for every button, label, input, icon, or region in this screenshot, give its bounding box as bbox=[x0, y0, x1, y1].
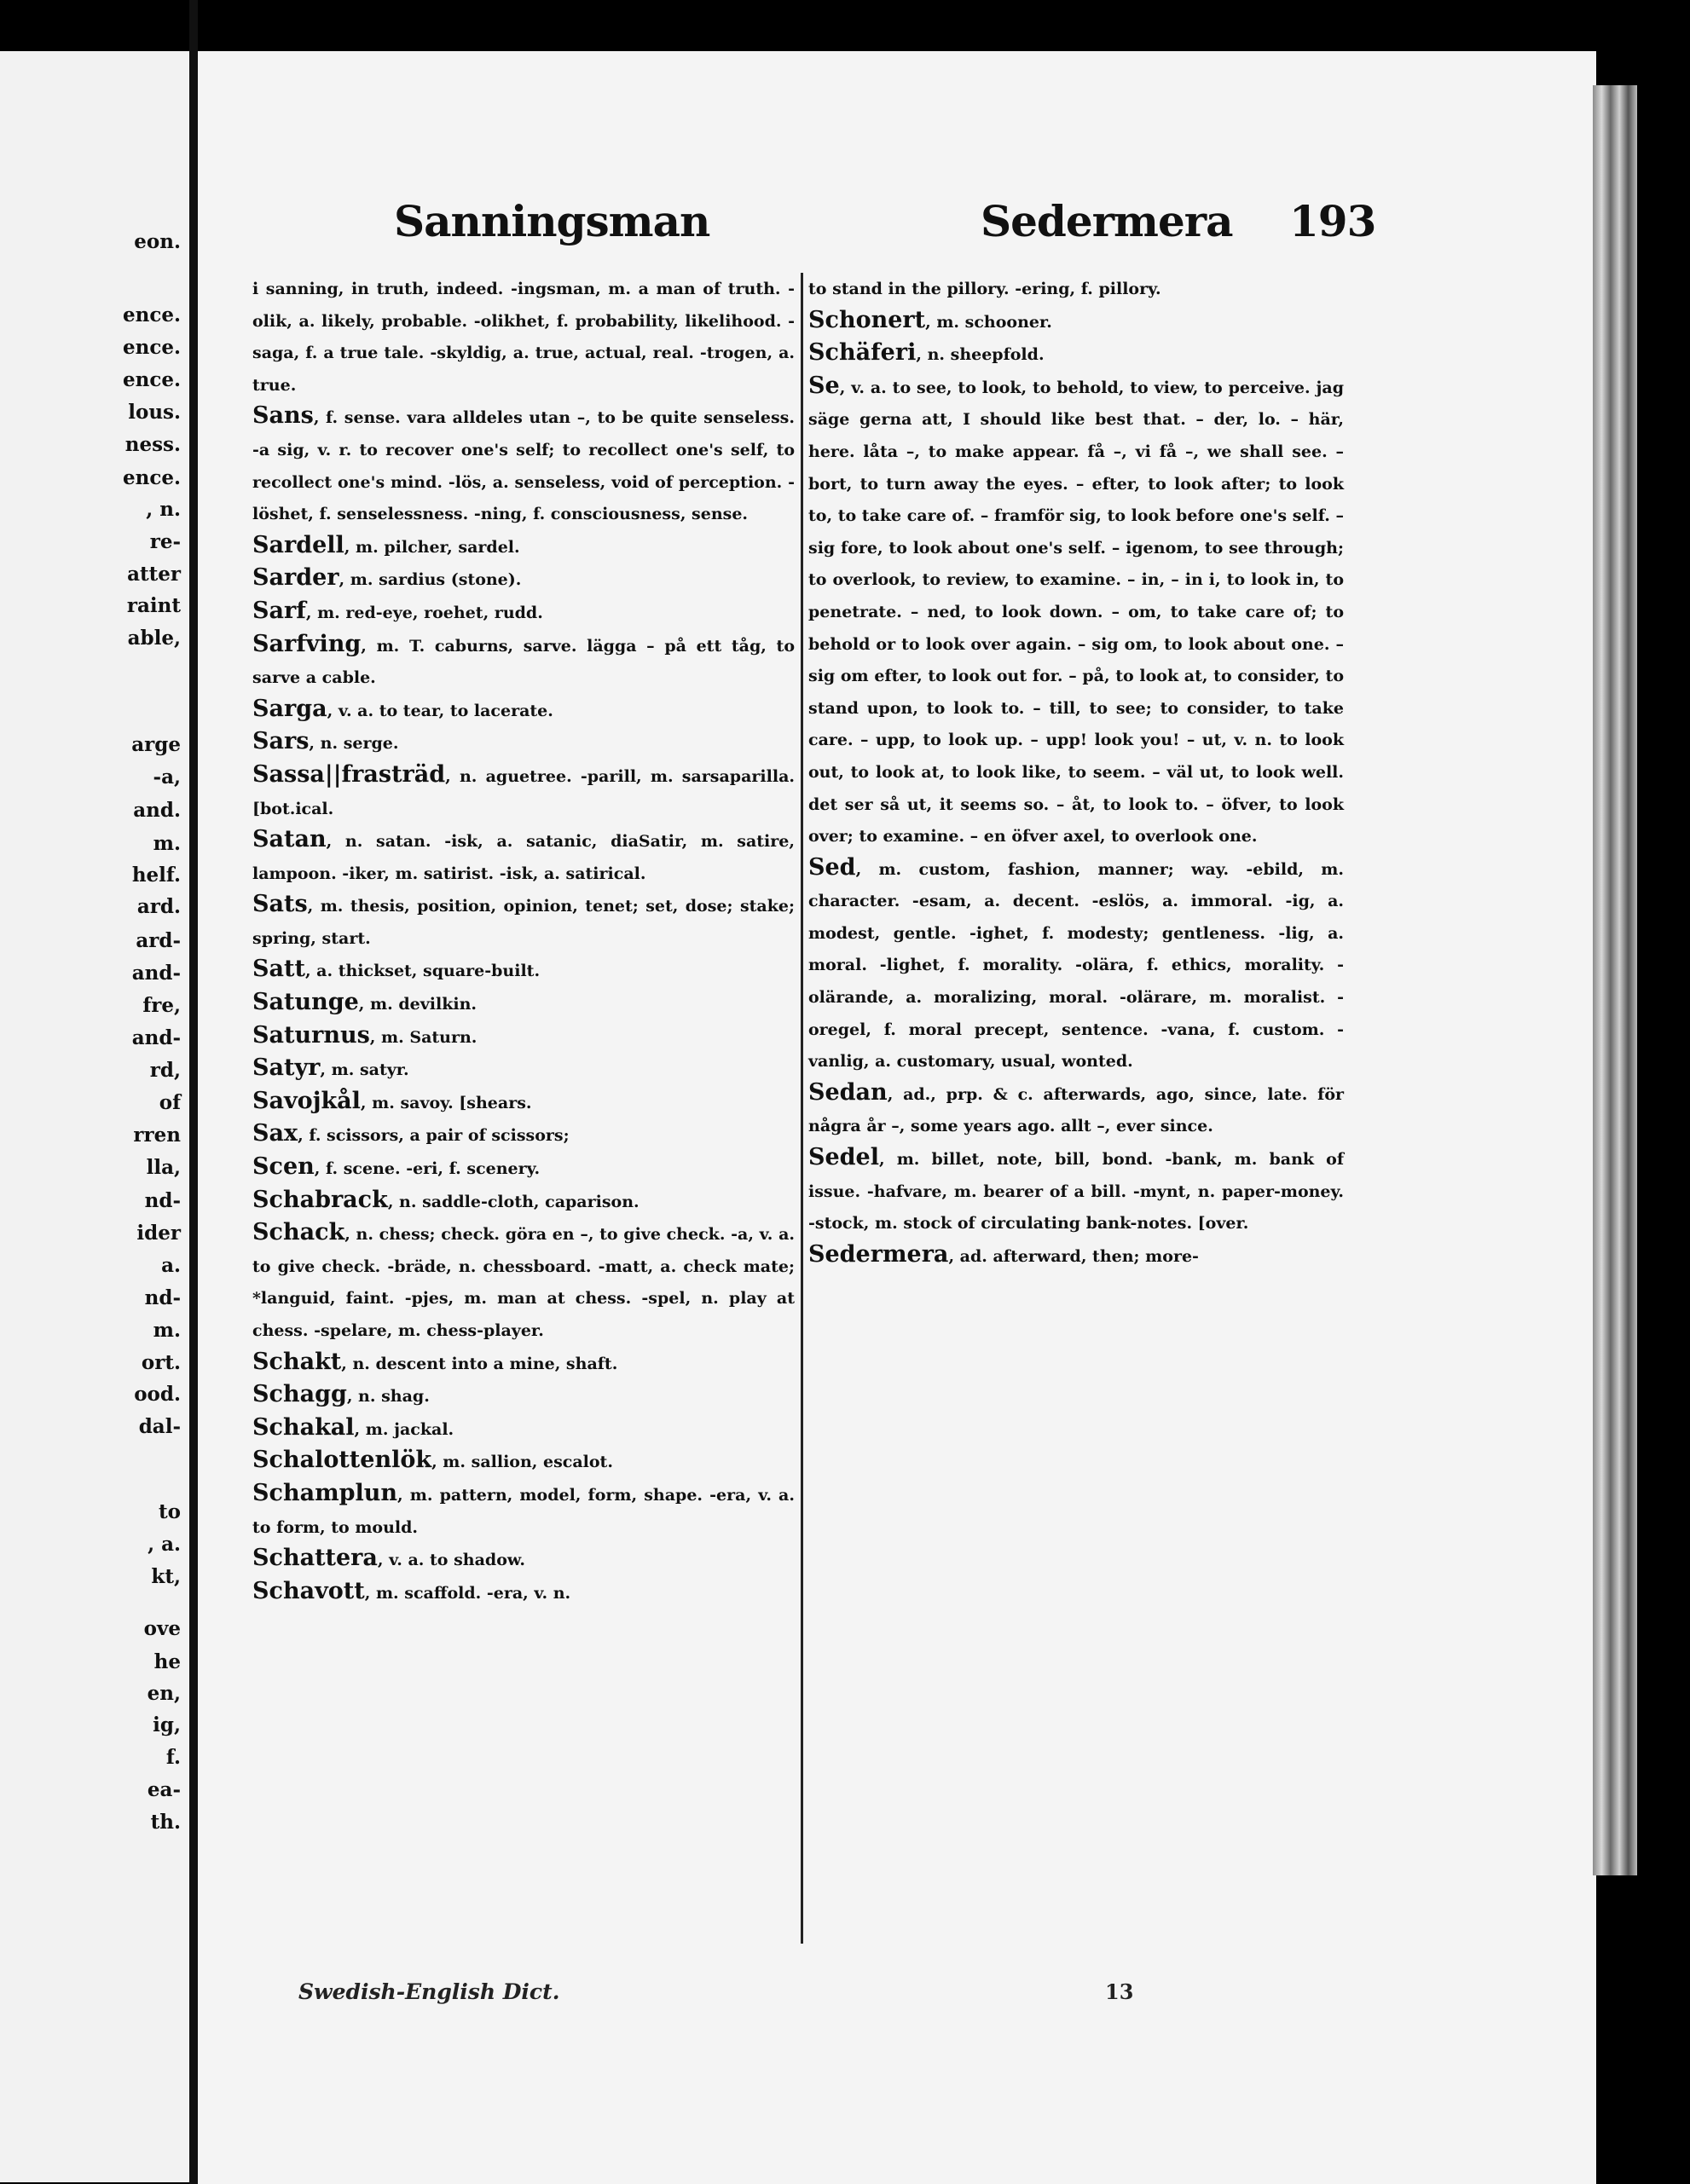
adjacent-page-text-fragment: ove bbox=[143, 1617, 181, 1640]
entry-headword: Sed bbox=[808, 853, 856, 881]
dictionary-entry bbox=[252, 726, 795, 760]
adjacent-page-text-fragment: f. bbox=[165, 1746, 181, 1769]
entry-headword: Sarga bbox=[252, 695, 327, 722]
entry-definition: , n. shag. bbox=[346, 1387, 430, 1407]
adjacent-page-text-fragment: atter bbox=[127, 563, 181, 586]
entry-headword: Schamplun bbox=[252, 1479, 398, 1506]
adjacent-page-text-fragment: rren bbox=[133, 1124, 181, 1147]
adjacent-page-text-fragment: fre, bbox=[142, 994, 181, 1017]
adjacent-page-text-fragment: ness. bbox=[124, 433, 181, 456]
adjacent-page-text-fragment: ard. bbox=[136, 895, 181, 918]
entry-headword: Scen bbox=[252, 1153, 315, 1181]
footer-title: Swedish-English Dict. bbox=[298, 1979, 560, 2004]
page-edge-stack bbox=[1593, 85, 1637, 1875]
dictionary-entry bbox=[252, 273, 795, 401]
entry-headword: Schakt bbox=[252, 1348, 342, 1375]
entry-headword: Schack bbox=[252, 1219, 345, 1246]
entry-definition: , v. a. to shadow. bbox=[377, 1551, 525, 1570]
entry-definition: , m. Saturn. bbox=[369, 1027, 477, 1047]
entry-definition: , m. billet, note, bill, bond. -bank, m. bank of issue. -hafvare, m. bearer of a bill. -mynt, n. paper-money. -stock, m. stock of circulating bank-notes. [over. bbox=[808, 1150, 1344, 1234]
entry-definition: , m. sardius (stone). bbox=[339, 570, 522, 590]
adjacent-page-text-fragment: ood. bbox=[134, 1383, 181, 1406]
dictionary-entry bbox=[252, 1053, 795, 1086]
entry-definition: , m. T. caburns, sarve. lägga – på ett tåg, to sarve a cable. bbox=[252, 636, 795, 688]
adjacent-page-text-fragment: ence. bbox=[122, 466, 181, 489]
entry-definition: , m. red-eye, roehet, rudd. bbox=[305, 603, 543, 622]
dictionary-entry bbox=[252, 401, 795, 529]
dictionary-entry bbox=[252, 824, 795, 889]
entry-headword: Schakal bbox=[252, 1413, 355, 1441]
entry-headword: Sarder bbox=[252, 564, 339, 592]
entry-headword: Satunge bbox=[252, 989, 359, 1016]
adjacent-page-text-fragment: to bbox=[159, 1500, 181, 1523]
adjacent-page-text-fragment: ea- bbox=[147, 1778, 181, 1801]
adjacent-page-fragment bbox=[0, 51, 189, 2182]
right-column bbox=[808, 273, 1344, 1272]
adjacent-page-text-fragment: and. bbox=[133, 799, 181, 822]
entry-definition: , a. thickset, square-built. bbox=[304, 962, 541, 981]
dictionary-entry bbox=[252, 1576, 795, 1609]
entry-headword: Satt bbox=[252, 956, 305, 983]
entry-headword: Sedan bbox=[808, 1078, 888, 1106]
entry-headword: Schonert bbox=[808, 306, 926, 333]
adjacent-page-text-fragment: ence. bbox=[122, 336, 181, 359]
entry-headword: Satan bbox=[252, 826, 327, 853]
dictionary-entry bbox=[808, 1078, 1344, 1142]
adjacent-page-text-fragment: rd, bbox=[149, 1059, 181, 1082]
entry-definition: , m. savoy. [shears. bbox=[360, 1093, 532, 1112]
entry-definition: , v. a. to tear, to lacerate. bbox=[327, 701, 553, 720]
entry-definition: , m. pattern, model, form, shape. -era, v. a. to form, to mould. bbox=[252, 1485, 795, 1537]
dictionary-entry bbox=[808, 1239, 1344, 1273]
dictionary-entry bbox=[252, 1185, 795, 1218]
entry-headword: Sats bbox=[252, 891, 308, 918]
signature-mark: 13 bbox=[1105, 1979, 1134, 2004]
entry-definition: , m. scaffold. -era, v. n. bbox=[364, 1583, 571, 1603]
running-head-left: Sanningsman bbox=[394, 196, 710, 246]
adjacent-page-text-fragment: , a. bbox=[148, 1533, 181, 1556]
entry-definition: , m. devilkin. bbox=[358, 995, 477, 1014]
dictionary-entry bbox=[252, 1020, 795, 1054]
dictionary-entry bbox=[252, 1379, 795, 1413]
adjacent-page-text-fragment: -a, bbox=[153, 766, 181, 789]
adjacent-page-text-fragment: nd- bbox=[144, 1286, 181, 1309]
entry-headword: Savojkål bbox=[252, 1087, 361, 1114]
dictionary-entry bbox=[252, 1543, 795, 1576]
entry-definition: , f. scene. -eri, f. scenery. bbox=[314, 1159, 541, 1179]
adjacent-page-text-fragment: and- bbox=[131, 1026, 181, 1049]
dictionary-entry bbox=[808, 1142, 1344, 1239]
adjacent-page-text-fragment: ence. bbox=[122, 368, 181, 391]
adjacent-page-text-fragment: ard- bbox=[136, 929, 181, 952]
adjacent-page-text-fragment: eon. bbox=[134, 230, 181, 253]
entry-definition: , m. satyr. bbox=[320, 1060, 409, 1080]
dictionary-entry bbox=[252, 694, 795, 727]
column-divider bbox=[801, 273, 803, 1944]
adjacent-page-text-fragment: m. bbox=[153, 832, 181, 855]
entry-headword: Sedermera bbox=[808, 1240, 949, 1268]
entry-headword: Sardell bbox=[252, 531, 344, 558]
adjacent-page-text-fragment: ider bbox=[136, 1222, 181, 1245]
adjacent-page-text-fragment: ort. bbox=[141, 1351, 181, 1374]
adjacent-page-text-fragment: dal- bbox=[138, 1415, 181, 1438]
entry-definition: i sanning, in truth, indeed. -ingsman, m. a man of truth. -olik, a. likely, probable. -olikhet, f. probability, likelihood. -saga, f. a true tale. -skyldig, a. true, actual, real. -trogen, a. true. bbox=[252, 280, 795, 395]
book-gutter bbox=[189, 0, 198, 2184]
entry-definition: , n. serge. bbox=[309, 734, 399, 754]
dictionary-entry bbox=[808, 273, 1344, 305]
entry-definition: , ad. afterward, then; more- bbox=[948, 1246, 1199, 1266]
entry-headword: Schabrack bbox=[252, 1186, 388, 1213]
entry-definition: , n. satan. -isk, a. satanic, diaSatir, m. satire, lampoon. -iker, m. satirist. -isk, a. satirical. bbox=[252, 832, 795, 883]
dictionary-entry bbox=[252, 563, 795, 596]
adjacent-page-text-fragment: re- bbox=[149, 530, 181, 553]
entry-definition: , m. thesis, position, opinion, tenet; set, dose; stake; spring, start. bbox=[252, 897, 795, 948]
entry-headword: Schagg bbox=[252, 1381, 347, 1408]
entry-definition: , n. chess; check. göra en –, to give check. -a, v. a. to give check. -bräde, n. chessboard. -matt, a. check mate; *languid, faint. -pjes, m. man at chess. -spel, n. play at chess. -spelare, m. chess-player. bbox=[252, 1225, 795, 1340]
entry-headword: Se bbox=[808, 372, 840, 399]
entry-headword: Schavott bbox=[252, 1577, 365, 1604]
entry-definition: , n. aguetree. -parill, m. sarsaparilla. [bot.ical. bbox=[252, 766, 795, 818]
adjacent-page-text-fragment: helf. bbox=[131, 864, 181, 887]
dictionary-entry bbox=[808, 371, 1344, 852]
entry-headword: Saturnus bbox=[252, 1021, 370, 1049]
adjacent-page-text-fragment: of bbox=[159, 1091, 181, 1114]
entry-headword: Schattera bbox=[252, 1545, 378, 1572]
entry-definition: , ad., prp. & c. afterwards, ago, since, late. för några år –, some years ago. allt –, ever since. bbox=[808, 1084, 1344, 1136]
page-number: 193 bbox=[1289, 196, 1376, 246]
dictionary-entry bbox=[252, 760, 795, 824]
dictionary-entry bbox=[808, 852, 1344, 1078]
entry-definition: , f. scissors, a pair of scissors; bbox=[298, 1126, 570, 1146]
entry-headword: Sans bbox=[252, 402, 314, 430]
dictionary-entry bbox=[252, 596, 795, 629]
adjacent-page-text-fragment: and- bbox=[131, 962, 181, 985]
entry-definition: , m. schooner. bbox=[925, 312, 1052, 332]
dictionary-entry bbox=[252, 1118, 795, 1152]
entry-headword: Sarfving bbox=[252, 630, 362, 657]
adjacent-page-text-fragment: m. bbox=[153, 1319, 181, 1342]
dictionary-entry bbox=[808, 338, 1344, 371]
adjacent-page-text-fragment: , n. bbox=[146, 498, 181, 521]
adjacent-page-text-fragment: he bbox=[153, 1650, 181, 1673]
entry-definition: , n. saddle-cloth, caparison. bbox=[387, 1192, 640, 1211]
entry-headword: Sars bbox=[252, 728, 310, 755]
dictionary-entry bbox=[252, 889, 795, 954]
adjacent-page-text-fragment: raint bbox=[126, 594, 181, 617]
dictionary-entry bbox=[252, 954, 795, 987]
entry-headword: Sax bbox=[252, 1120, 298, 1147]
dictionary-entry bbox=[252, 1086, 795, 1119]
entry-headword: Satyr bbox=[252, 1054, 321, 1082]
entry-headword: Sedel bbox=[808, 1144, 879, 1171]
entry-headword: Schalottenlök bbox=[252, 1447, 432, 1474]
entry-headword: Sassa||frasträd bbox=[252, 760, 446, 788]
entry-definition: , n. descent into a mine, shaft. bbox=[341, 1354, 618, 1373]
dictionary-entry bbox=[808, 305, 1344, 338]
entry-definition: , m. sallion, escalot. bbox=[431, 1453, 613, 1472]
entry-definition: , n. sheepfold. bbox=[916, 345, 1045, 365]
entry-definition: to stand in the pillory. -ering, f. pillory. bbox=[808, 280, 1161, 298]
dictionary-entry bbox=[252, 1478, 795, 1543]
adjacent-page-text-fragment: kt, bbox=[151, 1565, 181, 1588]
running-head-right: Sedermera bbox=[981, 196, 1233, 246]
adjacent-page-text-fragment: lla, bbox=[146, 1156, 181, 1179]
adjacent-page-text-fragment: able, bbox=[127, 627, 181, 650]
adjacent-page-text-fragment: en, bbox=[147, 1682, 181, 1705]
dictionary-entry bbox=[252, 1413, 795, 1446]
adjacent-page-text-fragment: a. bbox=[161, 1254, 181, 1277]
entry-definition: , m. custom, fashion, manner; way. -ebild, m. character. -esam, a. decent. -eslös, a. immoral. -ig, a. modest, gentle. -ighet, f. modesty; gentleness. -lig, a. moral. -lighet, f. morality. -olära, f. ethics, morality. -olärande, a. moralizing, moral. -olärare, m. moralist. -oregel, f. moral precept, sentence. -vana, f. custom. -vanlig, a. customary, usual, wonted. bbox=[808, 859, 1344, 1072]
dictionary-entry bbox=[252, 1445, 795, 1478]
adjacent-page-text-fragment: arge bbox=[131, 733, 181, 756]
dictionary-entry bbox=[252, 1152, 795, 1185]
entry-headword: Schäferi bbox=[808, 339, 917, 367]
entry-definition: , m. jackal. bbox=[354, 1419, 454, 1439]
adjacent-page-text-fragment: lous. bbox=[128, 401, 181, 424]
dictionary-entry bbox=[252, 1347, 795, 1380]
left-column bbox=[252, 273, 795, 1609]
entry-definition: , f. sense. vara alldeles utan –, to be quite senseless. -a sig, v. r. to recover one's self; to recollect one's self, to recollect one's mind. -lös, a. senseless, void of perception. -löshet, f. senselessness. -ning, f. consciousness, sense. bbox=[252, 408, 795, 524]
dictionary-entry bbox=[252, 530, 795, 563]
adjacent-page-text-fragment: ig, bbox=[153, 1713, 181, 1736]
entry-definition: , m. pilcher, sardel. bbox=[344, 537, 520, 557]
dictionary-entry bbox=[252, 1217, 795, 1346]
adjacent-page-text-fragment: th. bbox=[150, 1811, 181, 1834]
dictionary-entry bbox=[252, 629, 795, 694]
adjacent-page-text-fragment: nd- bbox=[144, 1189, 181, 1212]
entry-definition: , v. a. to see, to look, to behold, to view, to perceive. jag säge gerna att, I should like best that. – der, lo. – här, here. låta –, to make appear. få –, vi få –, we shall see. – bort, to turn away the eyes. – efter, to look after; to look to, to take care of. – framför sig, to look before one's self. – sig fore, to look about one's self. – igenom, to see through; to overlook, to review, to examine. – in, – in i, to look in, to penetrate. – ned, to look down. – om, to take care of; to behold or to look over again. – sig om, to look about one. – sig om efter, to look out for. – på, to look at, to consider, to stand upon, to look to. – till, to see; to consider, to take care. – upp, to look up. – upp! look you! – ut, v. n. to look out, to look at, to look like, to seem. – väl ut, to look well. det ser så ut, it seems so. – åt, to look to. – öfver, to look over; to examine. – en öfver axel, to overlook one. bbox=[808, 378, 1344, 846]
dictionary-entry bbox=[252, 987, 795, 1020]
entry-headword: Sarf bbox=[252, 597, 306, 624]
adjacent-page-text-fragment: ence. bbox=[122, 303, 181, 326]
